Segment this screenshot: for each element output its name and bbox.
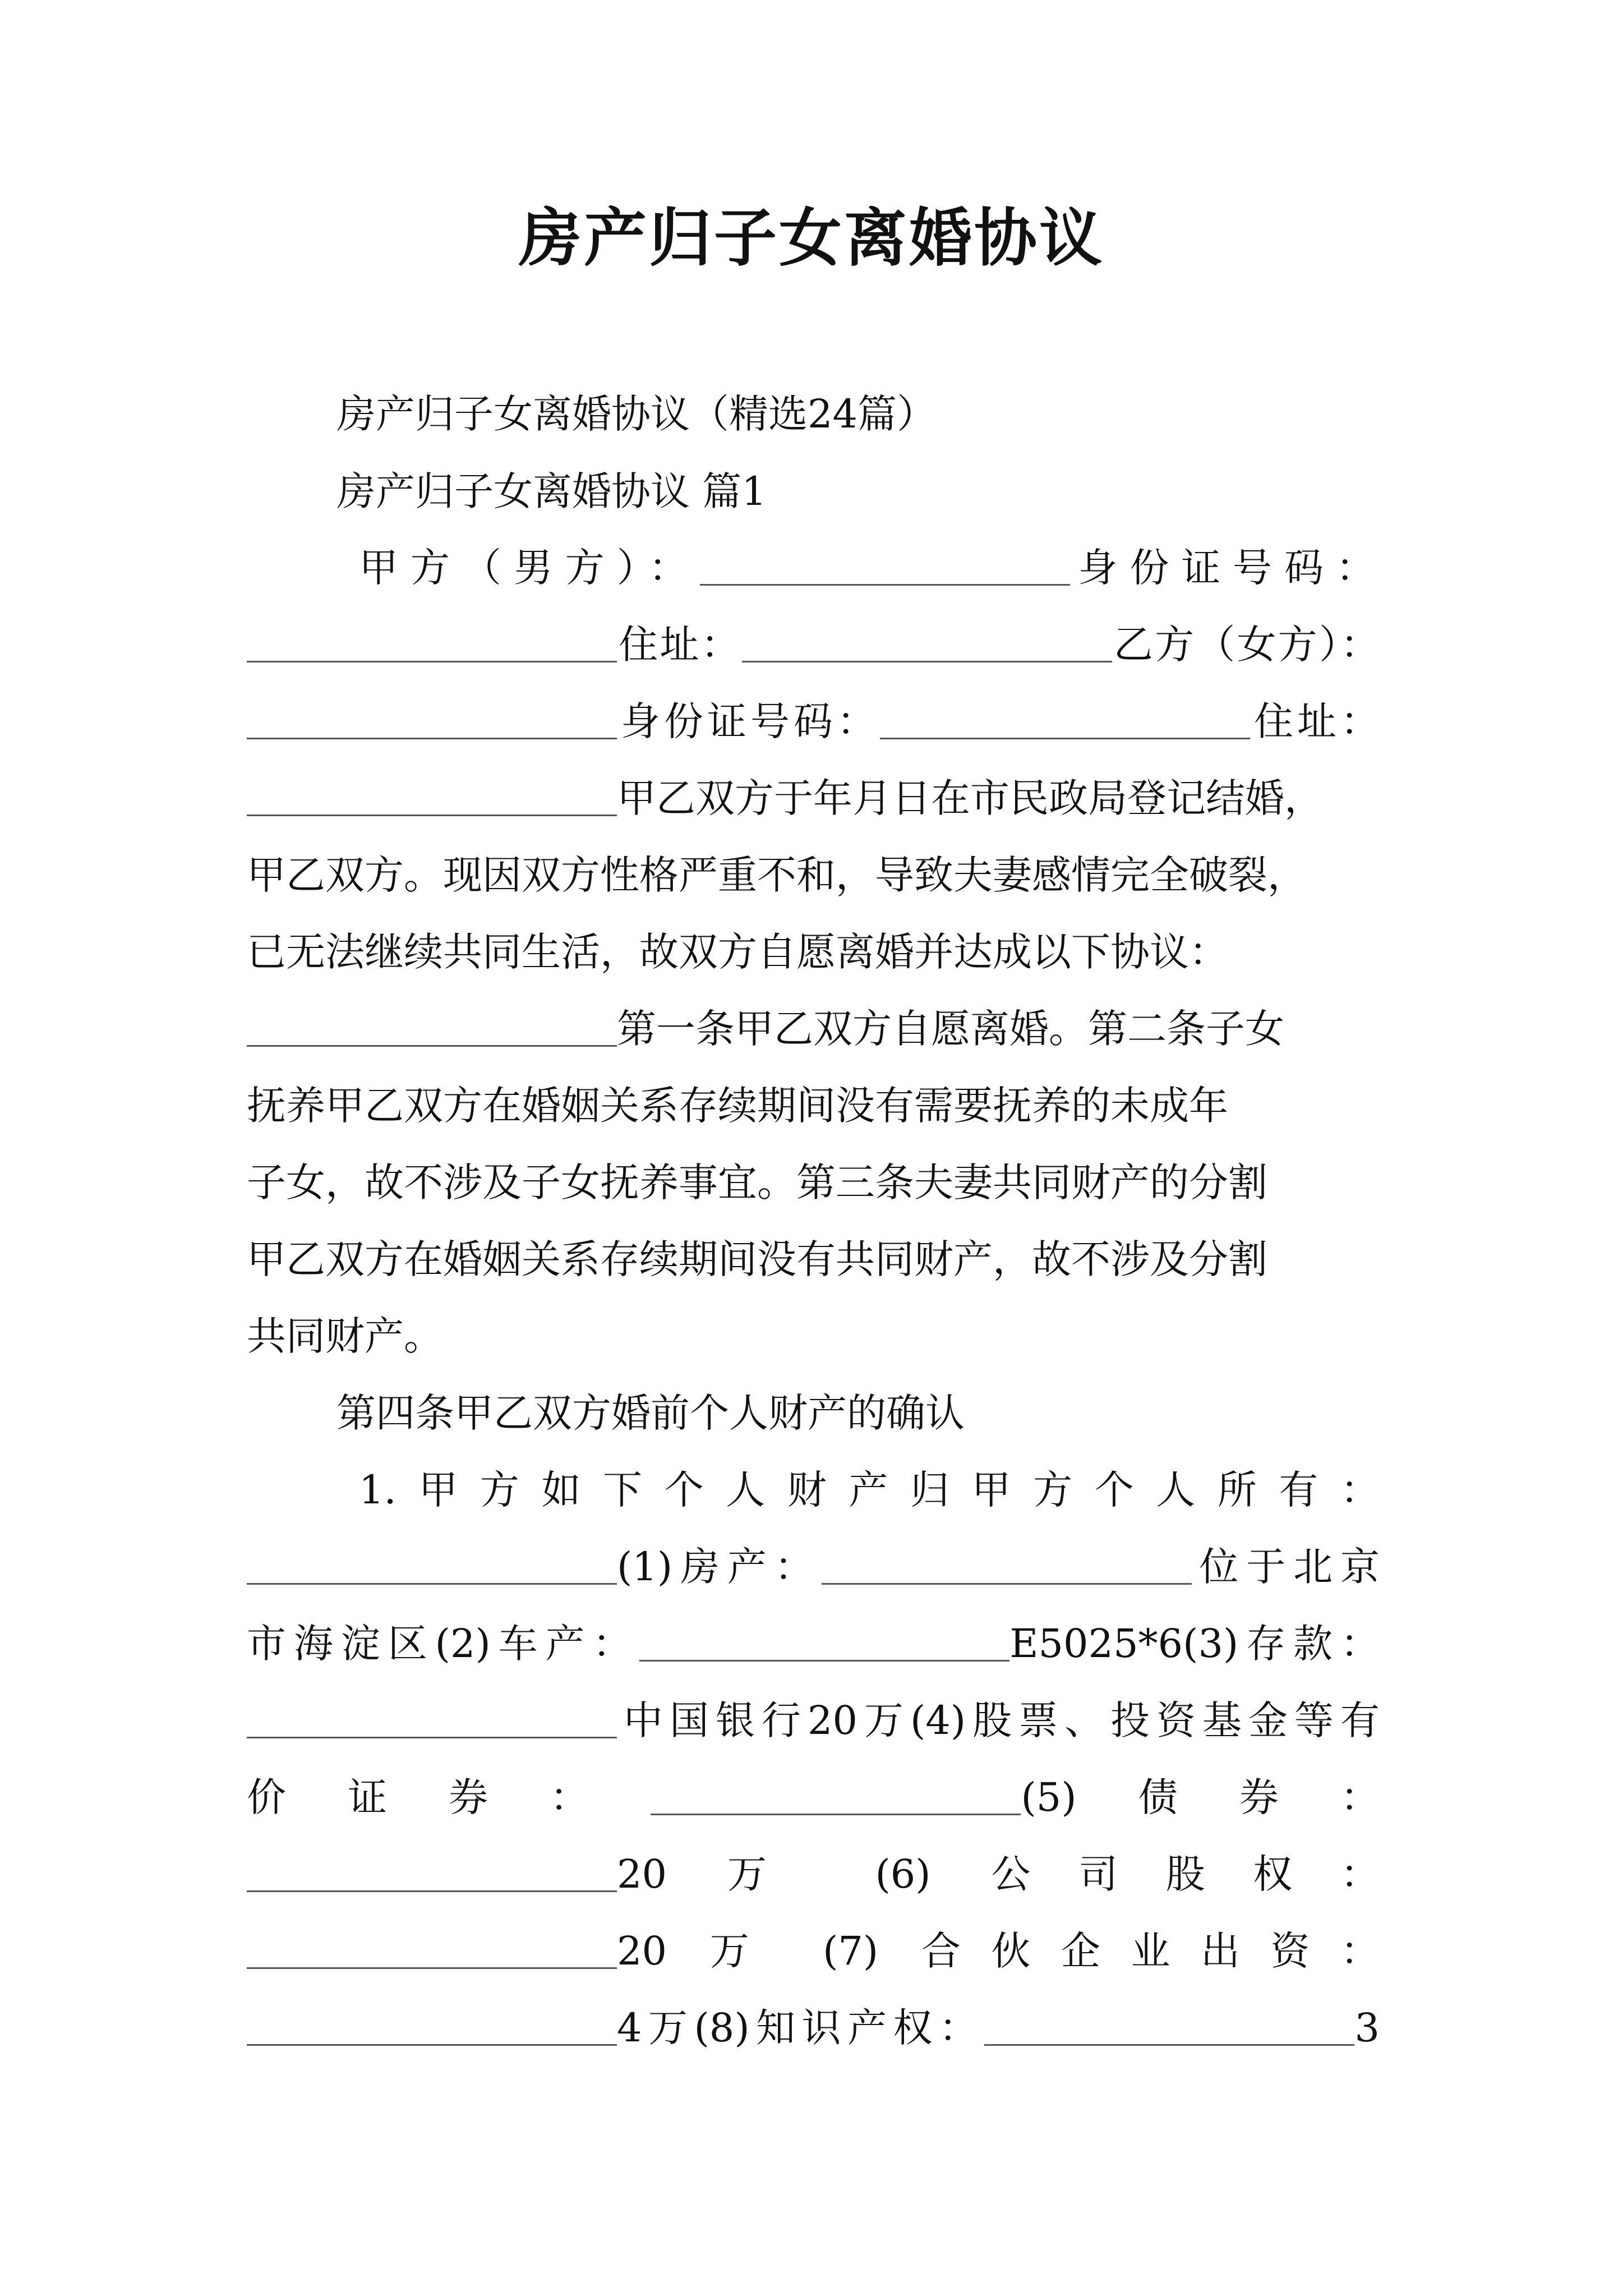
house-blank[interactable] (822, 1544, 1192, 1585)
property-intro-text: 1.甲方如下个人财产归甲方个人所有： (359, 1467, 1380, 1513)
party-a-address-label: 住址： (617, 622, 742, 668)
document-title: 房产归子女离婚协议 (519, 201, 1104, 275)
subtitle-line (336, 386, 1380, 442)
securities-blank[interactable] (651, 1774, 1021, 1815)
address-line-a (247, 616, 1380, 673)
party-b-address-blank[interactable] (247, 775, 617, 816)
body-text: 甲乙双方于年月日在市民政局登记结婚， (617, 775, 1324, 821)
body-line (247, 1154, 1380, 1211)
article-blank[interactable] (247, 1006, 617, 1047)
party-b-address-label: 住址： (1250, 698, 1380, 744)
property-line (247, 1616, 1380, 1672)
body-line (247, 1308, 1380, 1364)
party-a-id-label: 身份证号码： (1070, 545, 1380, 591)
article-heading-text: 第四条甲乙双方婚前个人财产的确认 (336, 1390, 965, 1436)
party-b-name-blank[interactable] (247, 698, 617, 739)
ip-blank[interactable] (984, 2005, 1354, 2046)
property-line (247, 2000, 1380, 2056)
equity-label: 20 万 (6) 公司股权： (617, 1851, 1380, 1897)
party-a-address-blank[interactable] (742, 622, 1112, 662)
bonds-label: (5)债券： (1021, 1774, 1380, 1820)
property-blank[interactable] (247, 1544, 617, 1585)
property-line (247, 1846, 1380, 1902)
body-line (247, 924, 1380, 980)
body-text: 第一条甲乙双方自愿离婚。第二条子女 (617, 1006, 1284, 1052)
body-text: 已无法继续共同生活，故双方自愿离婚并达成以下协议： (247, 929, 1228, 975)
body-line (247, 847, 1380, 903)
bonds-blank[interactable] (247, 1851, 617, 1892)
property-line (247, 1923, 1380, 1979)
car-label: 市海淀区(2)车产： (247, 1621, 640, 1667)
partnership-blank[interactable] (247, 2005, 617, 2046)
body-text: 甲乙双方。现因双方性格严重不和，导致夫妻感情完全破裂， (247, 852, 1307, 898)
party-a-label: 甲方（男方）： (359, 545, 700, 591)
ip-value: 3 (1354, 2005, 1380, 2051)
body-text: 抚养甲乙双方在婚姻关系存续期间没有需要抚养的未成年 (247, 1083, 1228, 1129)
property-line (247, 1539, 1380, 1595)
body-text: 甲乙双方在婚姻关系存续期间没有共同财产，故不涉及分割 (247, 1236, 1267, 1282)
body-line (247, 1078, 1380, 1134)
section-heading (336, 463, 1380, 519)
car-blank[interactable] (639, 1621, 1009, 1662)
party-b-line (247, 693, 1380, 749)
property-line (247, 1692, 1380, 1749)
securities-text: 中国银行20万(4)股票、投资基金等有 (617, 1697, 1380, 1743)
party-b-label: 乙方（女方）： (1112, 622, 1380, 668)
party-a-line (359, 540, 1380, 596)
equity-blank[interactable] (247, 1928, 617, 1969)
partnership-label: 20 万 (7) 合伙企业出资： (617, 1928, 1380, 1974)
property-intro-line (359, 1462, 1380, 1518)
deposit-label: E5025*6(3)存款： (1009, 1621, 1380, 1667)
deposit-blank[interactable] (247, 1697, 617, 1738)
house-label: (1)房产： (617, 1544, 822, 1590)
article-heading (336, 1385, 1380, 1441)
subtitle-text: 房产归子女离婚协议（精选24篇） (336, 391, 937, 437)
property-line (247, 1769, 1380, 1825)
body-line (247, 1001, 1380, 1057)
party-b-id-blank[interactable] (880, 698, 1250, 739)
party-a-name-blank[interactable] (700, 545, 1070, 586)
party-b-id-label: 身份证号码： (617, 698, 880, 744)
ip-label: 4万(8)知识产权： (617, 2005, 985, 2051)
section-heading-text: 房产归子女离婚协议 篇1 (336, 468, 767, 514)
body-text: 子女，故不涉及子女抚养事宜。第三条夫妻共同财产的分割 (247, 1159, 1267, 1205)
body-text: 共同财产。 (247, 1313, 443, 1359)
party-a-id-blank[interactable] (247, 622, 617, 662)
securities-label: 价证券： (247, 1774, 651, 1820)
body-line (247, 770, 1380, 826)
house-location-text: 位于北京 (1191, 1544, 1380, 1590)
body-line (247, 1231, 1380, 1287)
